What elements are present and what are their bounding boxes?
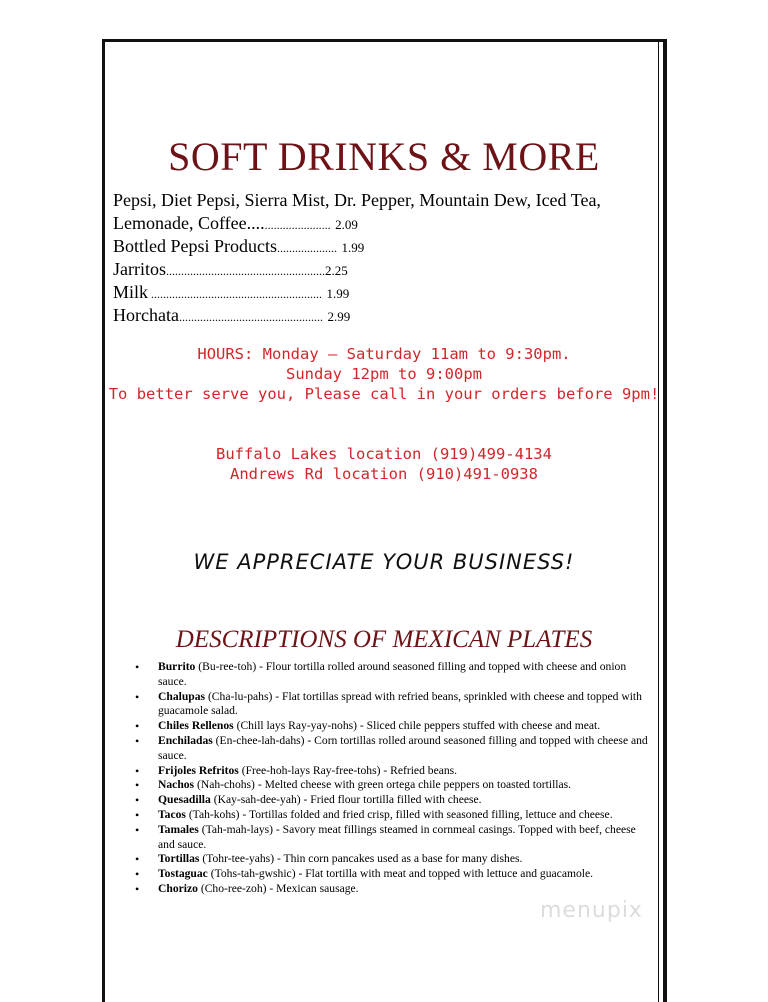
plate-description: (Tah-mah-lays) - Savory meat fillings steamed in cornmeal casings. Topped with beef, cheese and sauce.: [158, 822, 636, 851]
list-item: [135, 764, 655, 779]
list-item: [135, 719, 655, 734]
drink-price: 1.99: [326, 286, 350, 301]
drink-name: Bottled Pepsi Products: [113, 236, 278, 256]
hours-weekday: HOURS: Monday – Saturday 11am to 9:30pm.: [197, 345, 571, 363]
drink-price: 2.09: [335, 217, 358, 232]
drink-price: 1.99: [341, 240, 365, 255]
plates-list: [135, 660, 655, 897]
hours-block: [0, 344, 768, 404]
plate-description: (Nah-chohs) - Melted cheese with green ortega chile peppers on toasted tortillas.: [194, 778, 572, 792]
drinks-list: [113, 190, 601, 328]
page-title: SOFT DRINKS & MORE: [168, 134, 600, 179]
list-item: [135, 734, 655, 764]
drink-leader: .........................................................: [148, 287, 323, 301]
drink-price: 2.25: [325, 263, 348, 278]
plate-description: (Tohs-tah-gwshic) - Flat tortilla with meat and topped with lettuce and guacamole.: [207, 867, 594, 881]
list-item: [135, 793, 655, 808]
plate-name: Quesadilla: [158, 793, 211, 807]
plate-name: Tamales: [158, 822, 199, 836]
plate-description: (Cha-lu-pahs) - Flat tortillas spread with refried beans, sprinkled with cheese and topped with guacamole salad.: [158, 689, 642, 718]
plate-description: (Tohr-tee-yahs) - Thin corn pancakes used as a base for many dishes.: [199, 852, 523, 866]
appreciation-message: WE APPRECIATE YOUR BUSINESS!: [193, 550, 575, 574]
drink-name: Jarritos: [113, 259, 166, 279]
drink-name: Horchata: [113, 305, 179, 325]
plate-name: Frijoles Refritos: [158, 763, 239, 777]
drink-name: Pepsi, Diet Pepsi, Sierra Mist, Dr. Pepper, Mountain Dew, Iced Tea,: [113, 190, 601, 210]
hours-sunday: Sunday 12pm to 9:00pm: [286, 365, 482, 383]
location-andrews-rd: Andrews Rd location (910)491-0938: [230, 465, 538, 483]
plate-description: (Tah-kohs) - Tortillas folded and fried crisp, filled with seasoned filling, lettuce and cheese.: [185, 807, 613, 821]
list-item: [135, 867, 655, 882]
list-item: [135, 823, 655, 853]
list-item: [135, 808, 655, 823]
drink-item: [113, 190, 601, 213]
drink-item: [113, 236, 601, 259]
drink-item: [113, 305, 601, 328]
plate-name: Burrito: [158, 660, 196, 673]
drink-item: [113, 259, 601, 282]
drink-leader: ....................: [277, 241, 338, 255]
drink-leader: .....................................................: [166, 264, 325, 278]
plate-description: (En-chee-lah-dahs) - Corn tortillas rolled around seasoned filling and topped with cheese and sauce.: [158, 733, 648, 762]
drink-name: Lemonade, Coffee....: [113, 213, 265, 233]
drink-leader: ................................................: [178, 310, 323, 324]
drink-name: Milk: [113, 282, 149, 302]
drink-leader: ......................: [264, 218, 331, 232]
plate-name: Enchiladas: [158, 733, 213, 747]
descriptions-title: DESCRIPTIONS OF MEXICAN PLATES: [175, 626, 593, 653]
hours-note: To better serve you, Please call in your orders before 9pm!: [108, 385, 660, 403]
drink-price: 2.99: [327, 309, 351, 324]
list-item: [135, 690, 655, 720]
list-item: [135, 882, 655, 897]
drink-item: [113, 213, 601, 236]
plate-name: Tostaguac: [158, 867, 208, 881]
plate-name: Tacos: [158, 807, 186, 821]
list-item: [135, 660, 655, 690]
locations-block: [0, 444, 768, 484]
plate-description: (Kay-sah-dee-yah) - Fried flour tortilla filled with cheese.: [210, 793, 482, 807]
plate-name: Chorizo: [158, 881, 198, 895]
list-item: [135, 852, 655, 867]
location-buffalo-lakes: Buffalo Lakes location (919)499-4134: [216, 445, 552, 463]
list-item: [135, 778, 655, 793]
watermark-logo: menupix: [540, 898, 643, 923]
plate-description: (Chill lays Ray-yay-nohs) - Sliced chile peppers stuffed with cheese and meat.: [233, 719, 601, 733]
plate-description: (Bu-ree-toh) - Flour tortilla rolled around seasoned filling and topped with cheese and onion sauce.: [158, 660, 627, 688]
plate-description: (Cho-ree-zoh) - Mexican sausage.: [197, 881, 359, 895]
plate-name: Nachos: [158, 778, 195, 792]
drink-item: [113, 282, 601, 305]
plate-name: Chalupas: [158, 689, 206, 703]
plate-name: Chiles Rellenos: [158, 719, 234, 733]
plate-description: (Free-hoh-lays Ray-free-tohs) - Refried beans.: [238, 763, 458, 777]
plate-name: Tortillas: [158, 852, 200, 866]
